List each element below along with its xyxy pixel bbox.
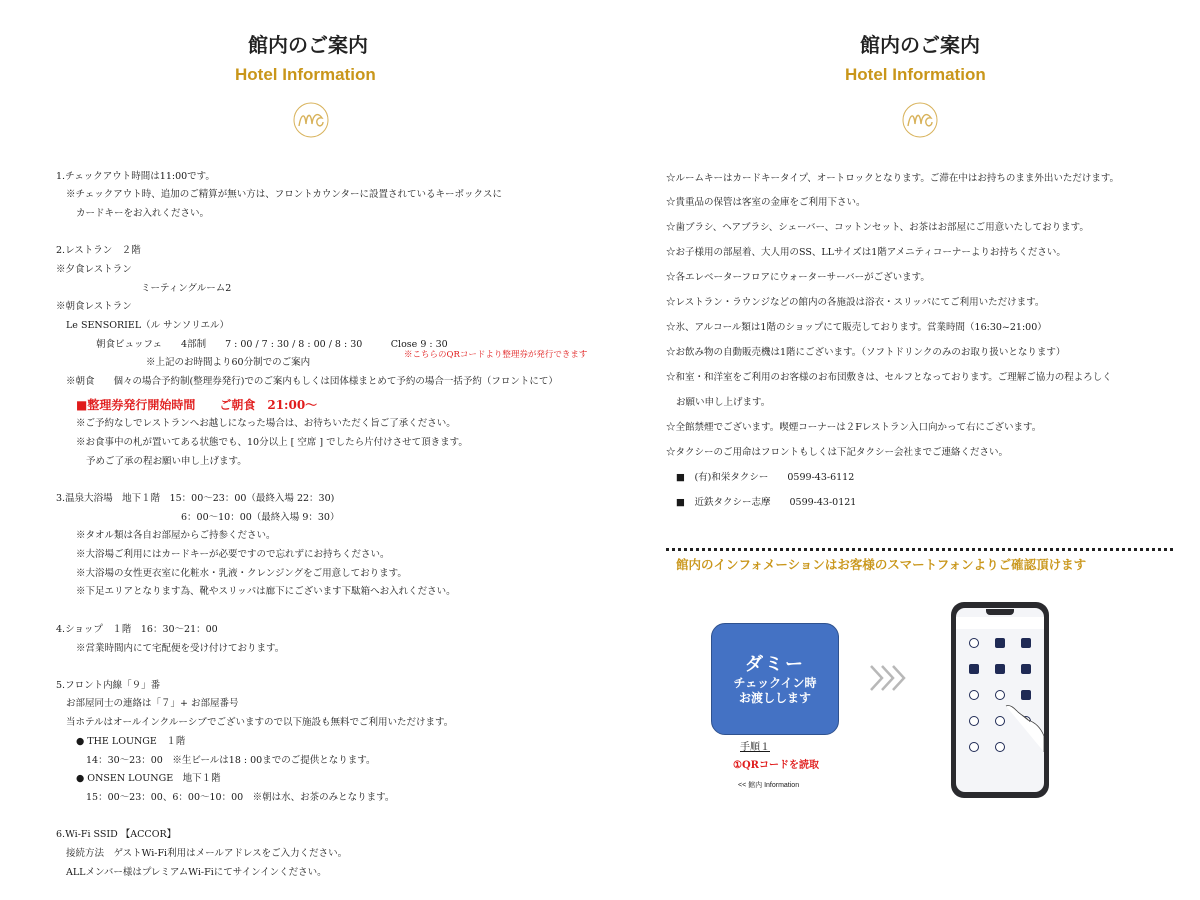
info-line: ☆和室・和洋室をご利用のお客様のお布団敷きは、セルフとなっております。ご理解ご協力の程よろしく — [666, 372, 1112, 383]
dummy-box-line1: チェックイン時 — [733, 676, 817, 690]
phone-screen — [956, 608, 1044, 792]
facility-tile — [987, 638, 1013, 657]
hotel-logo-icon — [291, 100, 331, 140]
text-line: 朝食ビュッフェ 4部制 7 : 00 / 7 : 30 / 8 : 00 / 8 : 30 Close 9 : 30 — [96, 339, 448, 350]
bag-icon — [1021, 690, 1031, 700]
dummy-box-title: ダミー — [745, 654, 805, 675]
text-line: カードキーをお入れください。 — [76, 208, 210, 219]
qr-note: ※こちらのQRコードより整理券が発行できます — [404, 350, 588, 360]
dummy-qr-box — [711, 623, 839, 735]
info-line: ☆全館禁煙でございます。喫煙コーナーは２Fレストラン入口向かって右にございます。 — [666, 422, 1042, 433]
wifi-icon — [969, 742, 979, 752]
document-icon — [969, 716, 979, 726]
text-line: ※朝食レストラン — [56, 301, 132, 312]
info-line: ☆各エレベーターフロアにウォーターサーバーがございます。 — [666, 272, 930, 283]
text-line: ※タオル類は各自お部屋からご持参ください。 — [76, 530, 276, 541]
info-line: ☆ルームキーはカードキータイプ、オートロックとなります。ご滞在中はお持ちのまま外出いただけます。 — [666, 173, 1120, 184]
restaurant-tile — [961, 664, 987, 683]
text-line: ※営業時間内にて宅配便を受け付けております。 — [76, 643, 285, 654]
left-page-title: 館内のご案内 — [248, 33, 368, 57]
right-page-title: 館内のご案内 — [860, 33, 980, 57]
text-line: ※ご予約なしでレストランへお越しになった場合は、お待ちいただく旨ご了承ください。 — [76, 418, 456, 429]
wifi-icon — [969, 638, 979, 648]
phone-app-header — [956, 617, 1044, 629]
text-line: 予めご了承の程お願い申し上げます。 — [86, 456, 247, 467]
shop-heading: 4.ショップ １階 16：30～21：00 — [56, 624, 218, 635]
front-heading: 5.フロント内線「９」番 — [56, 680, 161, 691]
left-page-subtitle: Hotel Information — [235, 65, 376, 84]
taxi-line: ■ (有)和栄タクシー 0599-43-6112 — [676, 472, 855, 483]
pool-icon — [969, 690, 979, 700]
restaurant-heading: 2.レストラン ２階 — [56, 245, 141, 256]
ticket-heading: ■整理券発行開始時間 ご朝食 21:00～ — [76, 398, 318, 412]
checkout-heading: 1.チェックアウト時間は11:00です。 — [56, 171, 215, 182]
pointing-hand-icon — [1004, 702, 1044, 752]
info-line: ☆お子様用の部屋着、大人用のSS、LLサイズは1階アメニティコーナーよりお持ちください。 — [666, 247, 1066, 258]
chevrons-right-icon — [868, 663, 912, 693]
info-line: ☆氷、アルコール類は1階のショップにて販売しております。営業時間（16:30~21:00） — [666, 322, 1047, 333]
text-line: ミーティングルーム2 — [141, 283, 232, 294]
info-line: ☆レストラン・ラウンジなどの館内の各施設は浴衣・スリッパにてご利用いただけます。 — [666, 297, 1045, 308]
text-line: 当ホテルはオールインクルーシブでございますので以下施設も無料でご利用いただけます。 — [66, 717, 454, 728]
glass-icon — [995, 664, 1005, 674]
smartphone-mockup — [951, 602, 1049, 798]
text-line: ※お食事中の札が置いてある状態でも、10分以上 [ 空席 ] でしたら片付けさせて頂きます。 — [76, 437, 468, 448]
cutlery-icon — [969, 664, 979, 674]
person-icon — [1021, 638, 1031, 648]
pool-tile — [961, 690, 987, 709]
info-line: ☆歯ブラシ、ヘアブラシ、シェーバー、コットンセット、お茶はお部屋にご用意いたしております。 — [666, 222, 1089, 233]
step-action: ①QRコードを読取 — [733, 760, 819, 771]
smartphone-banner: 館内のインフォメーションはお客様のスマートフォンよりご確認頂けます — [676, 557, 1087, 572]
onsen-heading: 3.温泉大浴場 地下１階 15：00～23：00（最終入場 22：30) — [56, 493, 335, 504]
text-line: ※チェックアウト時、追加のご精算が無い方は、フロントカウンターに設置されているキーボックスに — [66, 189, 502, 200]
text-line: ※下足エリアとなります為、靴やスリッパは廊下にございます下駄箱へお入れください。 — [76, 586, 456, 597]
text-line: 接続方法 ゲストWi-Fi利用はメールアドレスをご入力ください。 — [66, 848, 348, 859]
text-line: お部屋同士の連絡は「７」+ お部屋番号 — [66, 698, 239, 709]
info-line: ☆お飲み物の自動販売機は1階にございます。（ソフトドリンクのみのお取り扱いとなります） — [666, 347, 1066, 358]
hotel-logo-icon — [900, 100, 940, 140]
text-line: ALLメンバー様はプレミアムWi-Fiにてサインインください。 — [66, 867, 327, 878]
info-line: ☆貴重品の保管は客室の金庫をご利用下さい。 — [666, 197, 866, 208]
shop-icon — [995, 690, 1005, 700]
text-line: ● THE LOUNGE １階 — [76, 736, 186, 747]
bar-tile — [987, 664, 1013, 683]
dotted-divider — [666, 548, 1173, 551]
text-line: 6：00～10：00（最終入場 9：30） — [181, 512, 340, 523]
info-line: ☆タクシーのご用命はフロントもしくは下記タクシー会社までご連絡ください。 — [666, 447, 1009, 458]
text-line: Le SENSORIEL（ル サンソリエル） — [66, 320, 230, 331]
text-line: ※大浴場ご利用にはカードキーが必要ですので忘れずにお持ちください。 — [76, 549, 390, 560]
step-label: 手順１ — [740, 742, 770, 753]
dummy-box-line2: お渡しします — [738, 691, 811, 705]
text-line: 14：30～23：00 ※生ビールは18 : 00までのご提供となります。 — [86, 755, 376, 766]
phone-notch — [986, 609, 1014, 615]
text-line: ※上記のお時間より60分制でのご案内 — [146, 357, 311, 368]
step-caption: << 館内 Information — [738, 782, 800, 789]
wifi-tile — [961, 638, 987, 657]
building-icon — [995, 638, 1005, 648]
info-tile — [961, 716, 987, 735]
wifi-heading: 6.Wi-Fi SSID 【ACCOR】 — [56, 829, 177, 840]
text-line: ※夕食レストラン — [56, 264, 132, 275]
text-line: ※大浴場の女性更衣室に化粧水・乳液・クレンジングをご用意しております。 — [76, 568, 407, 579]
text-line: ● ONSEN LOUNGE 地下１階 — [76, 773, 221, 784]
bath-tile — [1013, 664, 1039, 683]
taxi-line: ■ 近鉄タクシー志摩 0599-43-0121 — [676, 497, 857, 508]
right-page-subtitle: Hotel Information — [845, 65, 986, 84]
text-line: ※朝食 個々の場合予約制(整理券発行)でのご案内もしくは団体様まとめて予約の場合一括予約（フロントにて） — [66, 376, 558, 387]
concierge-tile — [1013, 638, 1039, 657]
text-line: 15：00～23：00、6：00～10：00 ※朝は水、お茶のみとなります。 — [86, 792, 395, 803]
wifi-tile-2 — [961, 742, 987, 761]
info-line: お願い申し上げます。 — [676, 397, 771, 408]
bath-icon — [1021, 664, 1031, 674]
